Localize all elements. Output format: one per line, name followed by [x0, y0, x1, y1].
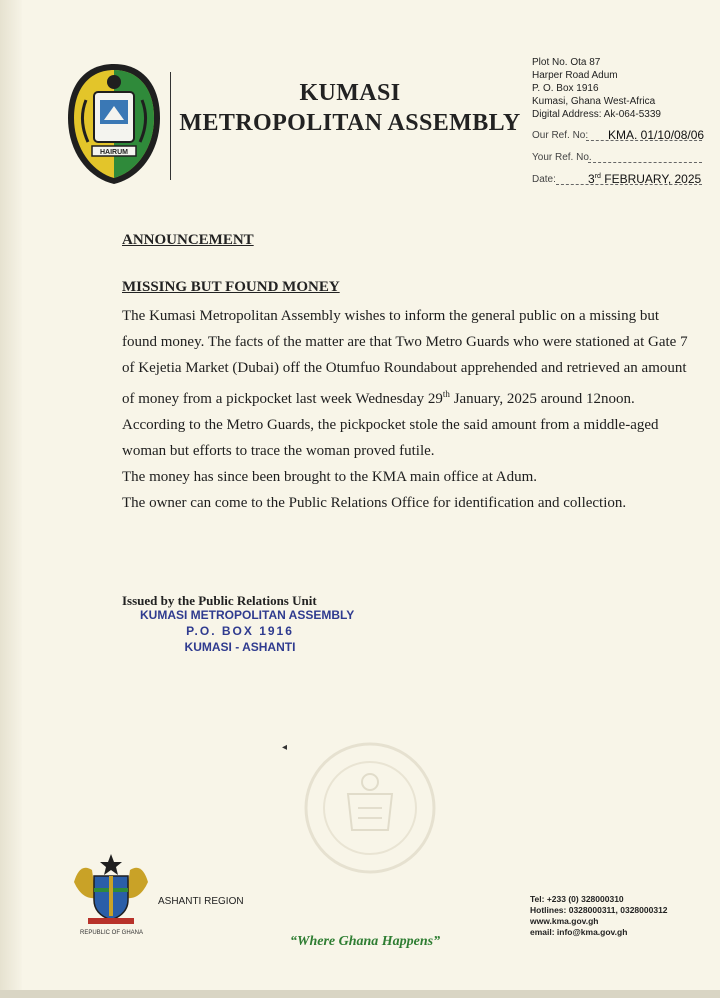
announcement-heading: ANNOUNCEMENT [122, 232, 254, 248]
tagline: “Where Ghana Happens” [290, 934, 441, 949]
paragraph-guards: According to the Metro Guards, the pickpocket stole the said amount from a middle-aged woman but efforts to trace the woman proved futile. [122, 417, 659, 459]
contact-tel: Tel: +233 (0) 328000310 [530, 894, 624, 904]
kma-crest-icon [64, 60, 164, 188]
date-suffix: rd [594, 173, 601, 180]
official-stamp [140, 607, 355, 655]
our-ref-value: KMA. 01/10/08/06 [608, 128, 705, 142]
republic-label: REPUBLIC OF GHANA [80, 930, 144, 936]
paragraph-owner: The owner can come to the Public Relations Office for identification and collection. [122, 495, 627, 511]
date-ordinal: th [442, 389, 450, 399]
org-name-line1: KUMASI [299, 80, 401, 106]
stamp-line: KUMASI - ASHANTI [184, 640, 296, 654]
contact-email: email: info@kma.gov.gh [530, 927, 628, 937]
paragraph-facts-end: January, 2025 around 12noon. [449, 391, 635, 407]
org-name-line2: METROPOLITAN ASSEMBLY [179, 110, 521, 136]
organization-title [170, 78, 530, 138]
your-ref-line [532, 152, 592, 174]
date-day: 3 [588, 172, 595, 186]
announcement-body [122, 303, 692, 516]
your-ref-label: Your Ref. No. [532, 152, 592, 163]
date-label: Date: [532, 174, 556, 185]
address-line: Plot No. Ota 87 [532, 57, 601, 68]
contact-web: www.kma.gov.gh [530, 916, 599, 926]
stamp-line: P.O. BOX 1916 [186, 624, 294, 638]
address-line: Kumasi, Ghana West-Africa [532, 96, 656, 107]
ghana-coat-of-arms-icon [70, 852, 152, 928]
stamp-line: KUMASI METROPOLITAN ASSEMBLY [140, 608, 355, 622]
region-label: ASHANTI REGION [158, 896, 244, 907]
address-line: Harper Road Adum [532, 70, 618, 81]
date-rest: FEBRUARY, 2025 [600, 172, 702, 186]
paragraph-office: The money has since been brought to the KMA main office at Adum. [122, 469, 538, 485]
crest-motto: HAIRUM [100, 149, 128, 156]
contact-hotlines: Hotlines: 0328000311, 0328000312 [530, 905, 668, 915]
embossed-seal-icon [300, 738, 440, 878]
subject-heading: MISSING BUT FOUND MONEY [122, 279, 340, 295]
address-line: Digital Address: Ak-064-5339 [532, 109, 661, 120]
paper-left-shadow [0, 0, 22, 998]
issued-by: Issued by the Public Relations Unit [122, 593, 317, 608]
our-ref-label: Our Ref. No: [532, 130, 589, 141]
address-line: P. O. Box 1916 [532, 83, 599, 94]
paper-bottom-edge [0, 990, 720, 998]
date-value [588, 172, 701, 186]
paragraph-facts [122, 303, 692, 412]
stray-mark: ◂ [282, 742, 288, 753]
paragraph-facts-text: The Kumasi Metropolitan Assembly wishes to inform the general public on a missing but found money. The facts of the matter are that Two Metro Guards who were stationed at Gate 7 of Kejetia Market (Dubai) off the Otumfuo Roundabout apprehended and retrieved an amount of money from a pickpocket last week Wednesday 29 [122, 308, 688, 407]
date-line [532, 172, 702, 196]
our-ref-line [532, 128, 705, 152]
address-block [532, 56, 661, 121]
your-ref-dots [588, 162, 702, 163]
reference-block [532, 128, 705, 196]
contact-block [530, 894, 668, 938]
